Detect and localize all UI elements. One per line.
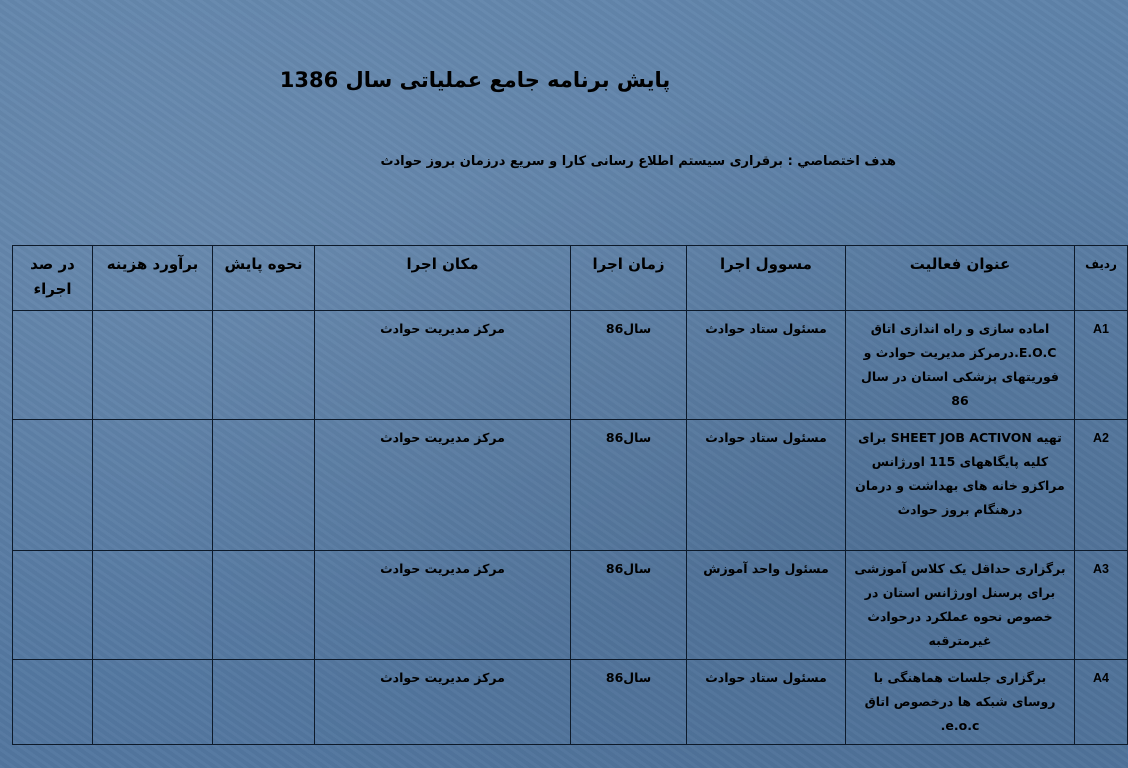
responsible-cell: مسئول ستاد حوادث: [687, 420, 846, 551]
percent-cell: [13, 420, 93, 551]
place-cell: مرکز مدیریت حوادث: [315, 660, 571, 745]
header-cost-estimate: برآورد هزینه: [93, 246, 213, 311]
page-title: پایش برنامه جامع عملیاتی سال 1386: [279, 68, 671, 92]
header-responsible: مسوول اجرا: [687, 246, 846, 311]
place-cell: مرکز مدیریت حوادث: [315, 551, 571, 660]
monitoring-cell: [213, 311, 315, 420]
row-id: A4: [1075, 660, 1128, 745]
time-cell: سال86: [571, 660, 687, 745]
percent-cell: [13, 311, 93, 420]
header-radif: ردیف: [1075, 246, 1128, 311]
place-cell: مرکز مدیریت حوادث: [315, 311, 571, 420]
monitoring-cell: [213, 551, 315, 660]
time-cell: سال86: [571, 311, 687, 420]
header-activity-title: عنوان فعالیت: [846, 246, 1075, 311]
row-id: A2: [1075, 420, 1128, 551]
table-header-row: [13, 246, 1128, 311]
header-time: زمان اجرا: [571, 246, 687, 311]
table-row: [13, 311, 1128, 420]
specific-goal: هدف اختصاصي : برقراری سیستم اطلاع رسانی کارا و سریع درزمان بروز حوادث: [380, 154, 896, 169]
time-cell: سال86: [571, 551, 687, 660]
responsible-cell: مسئول ستاد حوادث: [687, 311, 846, 420]
place-cell: مرکز مدیریت حوادث: [315, 420, 571, 551]
header-monitoring: نحوه پایش: [213, 246, 315, 311]
header-percent-done: در صد اجراء: [13, 246, 93, 311]
responsible-cell: مسئول ستاد حوادث: [687, 660, 846, 745]
responsible-cell: مسئول واحد آموزش: [687, 551, 846, 660]
time-cell: سال86: [571, 420, 687, 551]
activity-cell: تهیه SHEET JOB ACTIVON برای کلیه پایگاههای 115 اورژانس مراکزو خانه های بهداشت و درمان درهنگام بروز حوادث: [846, 420, 1075, 551]
row-id: A1: [1075, 311, 1128, 420]
activity-table: [12, 245, 1128, 745]
row-id: A3: [1075, 551, 1128, 660]
table-row: [13, 551, 1128, 660]
cost-cell: [93, 660, 213, 745]
activity-cell: برگزاری حداقل یک کلاس آموزشی برای پرسنل اورژانس استان در خصوص نحوه عملکرد درحوادث غیرمترقبه: [846, 551, 1075, 660]
cost-cell: [93, 551, 213, 660]
table-row: [13, 420, 1128, 551]
percent-cell: [13, 660, 93, 745]
activity-cell: برگزاری جلسات هماهنگی با روسای شبکه ها درخصوص اتاق e.o.c.: [846, 660, 1075, 745]
cost-cell: [93, 420, 213, 551]
table-row: [13, 660, 1128, 745]
cost-cell: [93, 311, 213, 420]
monitoring-cell: [213, 660, 315, 745]
percent-cell: [13, 551, 93, 660]
activity-cell: اماده سازی و راه اندازی اتاق E.O.C.درمرکز مدیریت حوادث و فوریتهای پزشکی استان در سال 86: [846, 311, 1075, 420]
monitoring-cell: [213, 420, 315, 551]
header-place: مکان اجرا: [315, 246, 571, 311]
